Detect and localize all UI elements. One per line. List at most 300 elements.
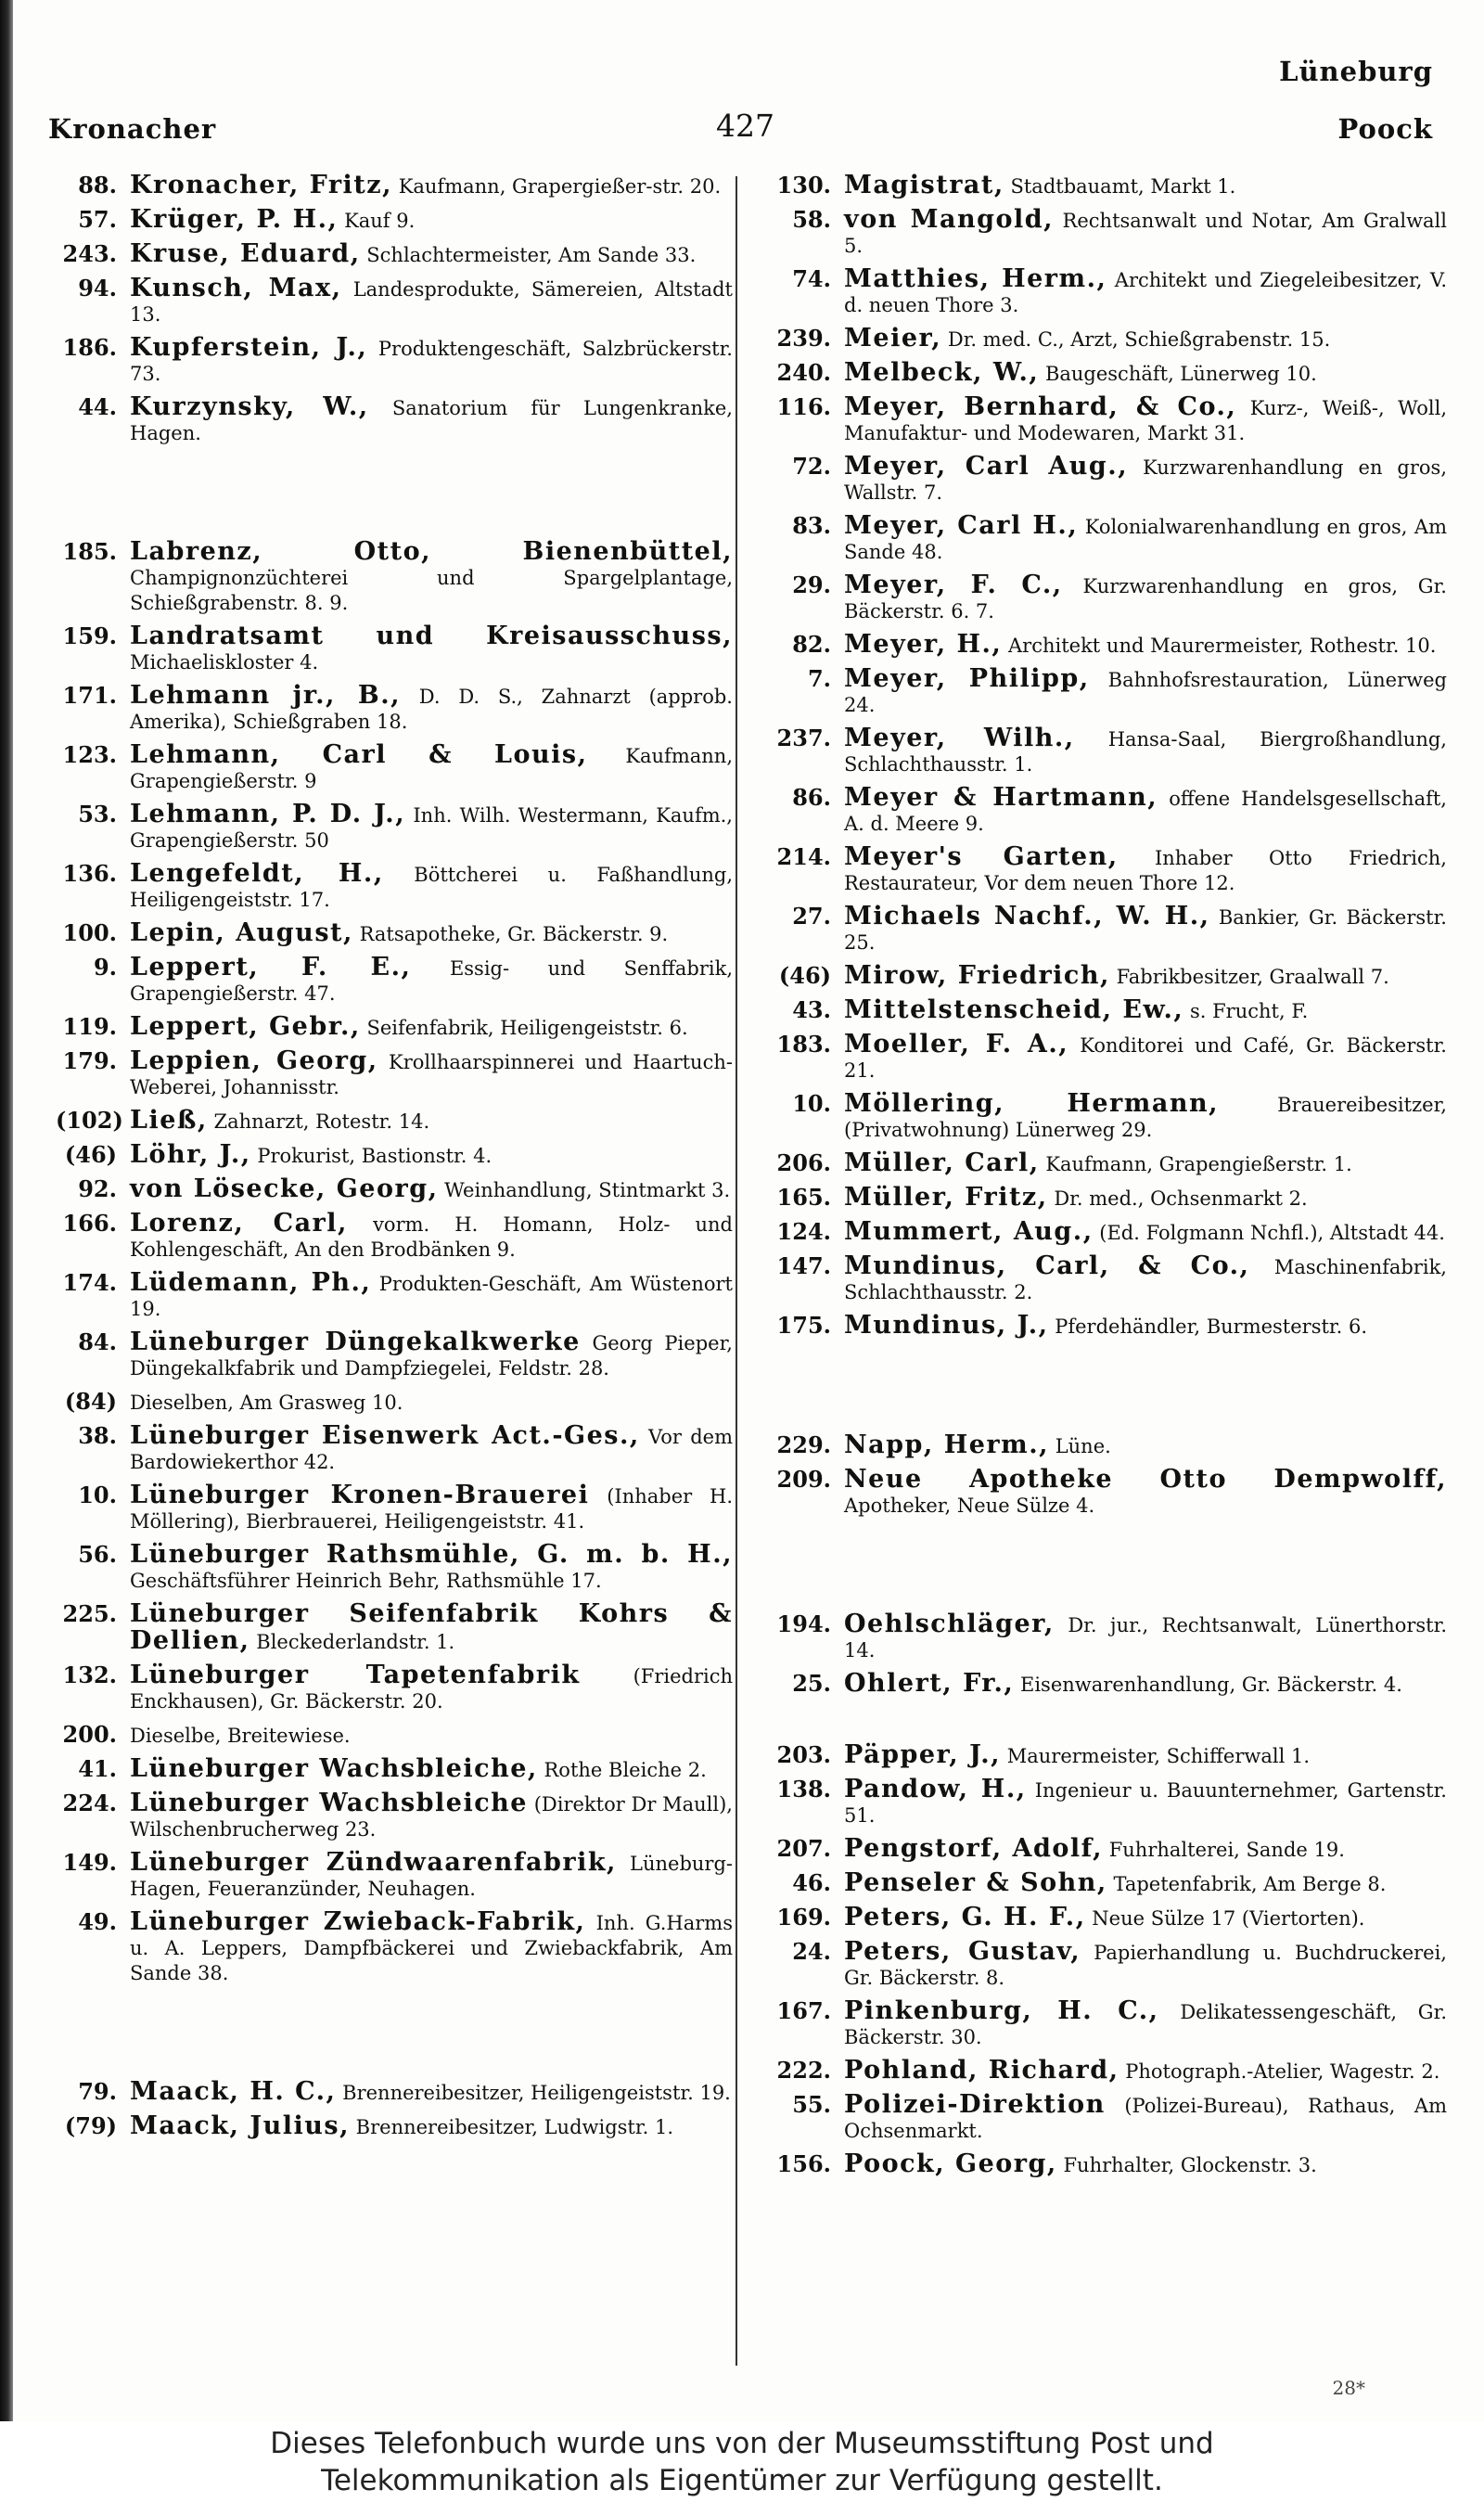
entry-number: (79) (64, 2112, 117, 2139)
entry-body (844, 632, 1447, 659)
entry-detail: D. D. S., Zahnarzt (approb. Amerika), Schießgraben 18. (130, 686, 733, 733)
entry-name: Ließ, (130, 1106, 208, 1135)
directory-entry (749, 1253, 1447, 1305)
entry-detail: Kauf 9. (344, 210, 416, 232)
entry-body (130, 276, 733, 327)
entry-number: (84) (64, 1388, 117, 1415)
entry-body (130, 1108, 733, 1135)
entry-detail: Bankier, Gr. Bäckerstr. 25. (844, 906, 1447, 954)
entry-number: 237. (776, 725, 831, 751)
entry-number: 174. (62, 1269, 117, 1296)
directory-entry (749, 1185, 1447, 1212)
entry-detail: Maurermeister, Schifferwall 1. (1006, 1745, 1310, 1767)
entry-name: Lepin, August, (130, 918, 353, 947)
entry-body (844, 513, 1447, 565)
entry-detail: Architekt und Maurermeister, Rothestr. 10. (1008, 635, 1437, 657)
entry-body (130, 539, 733, 616)
entry-name: Ohlert, Fr., (844, 1669, 1015, 1698)
directory-entry (749, 326, 1447, 353)
entry-name: Lüneburger Wachsbleiche (130, 1789, 528, 1817)
entry-body (130, 1270, 733, 1322)
entry-name: Lüneburger Wachsbleiche, (130, 1754, 538, 1783)
entry-body (844, 963, 1447, 990)
entry-name: Pohland, Richard, (844, 2056, 1119, 2085)
entry-name: Maack, H. C., (130, 2077, 337, 2106)
entry-body (844, 1939, 1447, 1991)
entry-name: Matthies, Herm., (844, 264, 1107, 293)
entry-name: Meyer, Bernhard, & Co., (844, 392, 1237, 421)
directory-entry (56, 1270, 733, 1322)
entry-detail: Kurzwarenhandlung en gros, Wallstr. 7. (844, 456, 1447, 504)
entry-body (130, 1542, 733, 1594)
entry-detail: Lüne. (1055, 1435, 1111, 1457)
directory-entry (56, 861, 733, 913)
directory-entry (749, 1313, 1447, 1340)
entry-name: Lorenz, Carl, (130, 1209, 348, 1238)
entry-detail: Inhaber Otto Friedrich, Restaurateur, Vor dem neuen Thore 12. (844, 847, 1447, 894)
entry-body (844, 173, 1447, 199)
entry-name: Lüneburger Seifenfabrik Kohrs & Dellien, (130, 1599, 733, 1655)
entry-detail: Kaufmann, Grapengießerstr. 1. (1045, 1153, 1352, 1175)
entry-detail: Bahnhofsrestauration, Lünerweg 24. (844, 669, 1447, 716)
entry-detail: Brauereibesitzer, (Privatwohnung) Lünerweg 29. (844, 1094, 1447, 1141)
directory-entry (56, 920, 733, 947)
entry-number: 83. (792, 512, 831, 539)
entry-detail: Inh. G.Harms u. A. Leppers, Dampfbäckerei und Zwiebackfabrik, Am Sande 38. (130, 1912, 733, 1984)
entry-body (130, 1329, 733, 1381)
entry-name: von Lösecke, Georg, (130, 1174, 439, 1203)
entry-detail: Stadtbauamt, Markt 1. (1010, 175, 1236, 198)
entry-number: 239. (776, 325, 831, 352)
entry-detail: offene Handelsgesellschaft, A. d. Meere 9. (844, 788, 1447, 835)
entry-number: 74. (792, 265, 831, 292)
entry-name: Peters, G. H. F., (844, 1903, 1086, 1931)
entry-name: Meyer's Garten, (844, 842, 1119, 871)
directory-entry (56, 1423, 733, 1475)
entry-number: 24. (792, 1938, 831, 1965)
directory-entry (749, 572, 1447, 624)
entry-detail: Hansa-Saal, Biergroßhandlung, Schlachthausstr. 1. (844, 728, 1447, 776)
directory-entry (749, 1219, 1447, 1246)
entry-number: 243. (62, 240, 117, 267)
entry-body (844, 1611, 1447, 1663)
entry-number: 79. (78, 2078, 117, 2105)
directory-entry (749, 207, 1447, 259)
entry-number: 132. (62, 1662, 117, 1688)
entry-number: 124. (776, 1218, 831, 1245)
entry-name: Lüneburger Düngekalkwerke (130, 1328, 581, 1356)
directory-entry (749, 2058, 1447, 2085)
entry-number: 206. (776, 1149, 831, 1176)
entry-number: 53. (78, 801, 117, 828)
entry-body (844, 2058, 1447, 2085)
entry-body (844, 326, 1447, 353)
entry-name: Kupferstein, J., (130, 333, 368, 362)
entry-number: 49. (78, 1908, 117, 1935)
entry-name: Penseler & Sohn, (844, 1868, 1107, 1897)
directory-entry (749, 1742, 1447, 1769)
entry-detail: Apotheker, Neue Sülze 4. (844, 1495, 1095, 1517)
entry-name: Möllering, Hermann, (844, 1089, 1219, 1118)
directory-entry (56, 1722, 733, 1749)
entry-detail: Dr. med. C., Arzt, Schießgrabenstr. 15. (947, 328, 1331, 351)
directory-entry (749, 1939, 1447, 1991)
entry-body (844, 394, 1447, 446)
entry-name: Landratsamt und Kreisausschuss, (130, 622, 733, 650)
entry-name: Mittelstenscheid, Ew., (844, 995, 1184, 1024)
entry-name: Labrenz, Otto, Bienenbüttel, (130, 537, 733, 566)
entry-body (130, 683, 733, 735)
entry-detail: Brennereibesitzer, Heiligengeiststr. 19. (342, 2082, 731, 2104)
directory-entry (56, 1662, 733, 1714)
entry-number: 222. (776, 2057, 831, 2084)
entry-detail: Sanatorium für Lungenkranke, Hagen. (130, 397, 733, 444)
entry-name: Leppert, Gebr., (130, 1012, 361, 1041)
entry-name: Lüneburger Zwieback-Fabrik, (130, 1907, 586, 1936)
directory-entry (56, 1909, 733, 1986)
entry-number: 29. (792, 571, 831, 598)
entry-name: Mirow, Friedrich, (844, 961, 1110, 990)
entry-detail: Vor dem Bardowiekerthor 42. (130, 1426, 733, 1473)
directory-entry (56, 1108, 733, 1135)
directory-entry (749, 173, 1447, 199)
entry-number: 194. (776, 1610, 831, 1637)
entry-name: Polizei-Direktion (844, 2090, 1106, 2119)
directory-entry (749, 1905, 1447, 1931)
entry-detail: Georg Pieper, Düngekalkfabrik und Dampfziegelei, Feldstr. 28. (130, 1332, 733, 1379)
entry-number: 57. (78, 206, 117, 233)
entry-body (844, 1219, 1447, 1246)
entry-number: 200. (62, 1721, 117, 1748)
entry-detail: Kolonialwarenhandlung en gros, Am Sande 48. (844, 516, 1447, 563)
entry-name: Moeller, F. A., (844, 1030, 1069, 1059)
entry-body (844, 1091, 1447, 1143)
footer-notice (0, 2421, 1484, 2502)
entry-body (844, 1836, 1447, 1863)
directory-entry (56, 1389, 733, 1416)
directory-entry (56, 1542, 733, 1594)
entry-name: Lüneburger Tapetenfabrik (130, 1661, 581, 1689)
entry-number: (46) (64, 1141, 117, 1168)
entry-name: Oehlschläger, (844, 1610, 1055, 1638)
entry-detail: Ratsapotheke, Gr. Bäckerstr. 9. (359, 923, 669, 945)
entry-detail: Dieselbe, Breitewiese. (130, 1725, 351, 1747)
entry-number: 86. (792, 784, 831, 811)
directory-entry (56, 802, 733, 853)
directory-entry (749, 666, 1447, 718)
entry-detail: Champignonzüchterei und Spargelplantage, Schießgrabenstr. 8. 9. (130, 567, 733, 614)
entry-detail: Bleckederlandstr. 1. (256, 1631, 455, 1653)
entry-number: 136. (62, 860, 117, 887)
entry-number: 147. (776, 1252, 831, 1279)
entry-body (130, 335, 733, 387)
entry-number: 44. (78, 393, 117, 420)
entry-body (844, 1467, 1447, 1519)
directory-entry (749, 266, 1447, 318)
directory-entry (749, 1467, 1447, 1519)
entry-name: Meyer & Hartmann, (844, 783, 1158, 812)
entry-name: Müller, Carl, (844, 1148, 1040, 1177)
signature-mark: 28* (1332, 2377, 1365, 2399)
entry-body (844, 1150, 1447, 1177)
entry-number: 10. (78, 1482, 117, 1508)
directory-entry (56, 1176, 733, 1203)
entry-name: Kruse, Eduard, (130, 239, 361, 268)
entry-body (130, 1048, 733, 1100)
section-gap (56, 454, 733, 539)
entry-body (130, 1662, 733, 1714)
entry-body (130, 1423, 733, 1475)
directory-entry (749, 785, 1447, 837)
entry-body (844, 844, 1447, 896)
directory-entry (749, 1836, 1447, 1863)
directory-entry (56, 394, 733, 446)
entry-body (130, 1014, 733, 1041)
entry-body (844, 2151, 1447, 2178)
entry-number: 46. (792, 1869, 831, 1896)
directory-entry (56, 2079, 733, 2106)
entry-number: 116. (776, 393, 831, 420)
left-column (56, 173, 733, 2148)
entry-number: 38. (78, 1422, 117, 1449)
entry-number: 185. (62, 538, 117, 565)
entry-body (844, 572, 1447, 624)
entry-number: 55. (792, 2091, 831, 2118)
entry-detail: Papierhandlung u. Buchdruckerei, Gr. Bäckerstr. 8. (844, 1942, 1447, 1989)
entry-body (844, 2092, 1447, 2144)
entry-body (130, 394, 733, 446)
entry-number: 27. (792, 903, 831, 930)
entry-body (844, 1032, 1447, 1084)
entry-body (844, 1185, 1447, 1212)
entry-body (844, 1777, 1447, 1828)
entry-detail: Kurzwarenhandlung en gros, Gr. Bäckerstr. 6. 7. (844, 575, 1447, 622)
entry-detail: Fuhrhalter, Glockenstr. 3. (1063, 2154, 1317, 2176)
entry-number: 229. (776, 1431, 831, 1458)
entry-number: 179. (62, 1047, 117, 1074)
entry-number: 41. (78, 1755, 117, 1782)
entry-number: 72. (792, 453, 831, 480)
entry-detail: Delikatessengeschäft, Gr. Bäckerstr. 30. (844, 2001, 1447, 2048)
entry-number: 183. (776, 1031, 831, 1058)
entry-body (844, 1870, 1447, 1897)
entry-name: Poock, Georg, (844, 2149, 1057, 2178)
entry-name: Neue Apotheke Otto Dempwolff, (844, 1465, 1447, 1494)
directory-entry (749, 2151, 1447, 2178)
entry-name: Maack, Julius, (130, 2111, 350, 2140)
footer-line-2: Telekommunikation als Eigentümer zur Verfügung gestellt. (321, 2464, 1163, 2497)
entry-name: Leppien, Georg, (130, 1046, 378, 1075)
entry-body (130, 1142, 733, 1169)
entry-detail: Landesprodukte, Sämereien, Altstadt 13. (130, 278, 733, 326)
directory-entry (749, 632, 1447, 659)
entry-detail: Eisenwarenhandlung, Gr. Bäckerstr. 4. (1020, 1674, 1402, 1696)
entry-name: Mundinus, Carl, & Co., (844, 1251, 1250, 1280)
entry-name: Meyer, Wilh., (844, 724, 1075, 752)
entry-number: 100. (62, 919, 117, 946)
entry-number: 138. (776, 1776, 831, 1803)
entry-number: 175. (776, 1312, 831, 1339)
entry-body (844, 904, 1447, 956)
entry-name: Päpper, J., (844, 1740, 1002, 1769)
entry-body (130, 1482, 733, 1534)
entry-name: Melbeck, W., (844, 358, 1040, 387)
entry-number: 240. (776, 359, 831, 386)
directory-entry (56, 1601, 733, 1655)
directory-entry (749, 963, 1447, 990)
directory-entry (749, 1432, 1447, 1459)
entry-body (844, 360, 1447, 387)
directory-entry (56, 173, 733, 199)
entry-number: 214. (776, 843, 831, 870)
entry-number: 165. (776, 1184, 831, 1211)
entry-detail: Kaufmann, Grapergießer-str. 20. (398, 175, 722, 198)
right-column (749, 173, 1447, 2186)
directory-entry (749, 1671, 1447, 1698)
entry-detail: Fuhrhalterei, Sande 19. (1108, 1839, 1345, 1861)
entry-number: 224. (62, 1790, 117, 1816)
entry-body (844, 785, 1447, 837)
directory-entry (749, 394, 1447, 446)
entry-number: 186. (62, 334, 117, 361)
entry-detail: Architekt und Ziegeleibesitzer, V. d. neuen Thore 3. (844, 269, 1447, 316)
entry-body (130, 1211, 733, 1263)
entry-name: Müller, Fritz, (844, 1183, 1048, 1212)
directory-entry (56, 1850, 733, 1902)
entry-detail: Dr. jur., Rechtsanwalt, Lünerthorstr. 14. (844, 1614, 1447, 1662)
entry-name: Mundinus, J., (844, 1311, 1049, 1340)
entry-detail: Maschinenfabrik, Schlachthausstr. 2. (844, 1256, 1447, 1303)
directory-entry (749, 904, 1447, 956)
entry-name: Peters, Gustav, (844, 1937, 1081, 1966)
entry-number: 159. (62, 622, 117, 649)
entry-detail: Böttcherei u. Faßhandlung, Heiligengeiststr. 17. (130, 864, 733, 911)
city-header: Lüneburg (1279, 56, 1433, 87)
entry-detail: Produktengeschäft, Salzbrückerstr. 73. (130, 338, 733, 385)
entry-name: Meyer, Philipp, (844, 664, 1090, 693)
entry-body (130, 207, 733, 234)
entry-body (130, 2079, 733, 2106)
entry-name: Kunsch, Max, (130, 274, 342, 302)
entry-name: Kronacher, Fritz, (130, 171, 393, 199)
directory-entry (749, 1091, 1447, 1143)
directory-entry (749, 360, 1447, 387)
entry-body (130, 742, 733, 794)
entry-name: Kurzynsky, W., (130, 392, 369, 421)
entry-detail: Rechtsanwalt und Notar, Am Gralwall 5. (844, 210, 1447, 257)
entry-number: (102) (56, 1107, 123, 1134)
entry-detail: Kaufmann, Grapengießerstr. 9 (130, 745, 733, 792)
entry-body (130, 623, 733, 675)
entry-name: Lüneburger Zündwaarenfabrik, (130, 1848, 617, 1877)
entry-detail: vorm. H. Homann, Holz- und Kohlengeschäft, An den Brodbänken 9. (130, 1213, 734, 1261)
entry-number: 203. (776, 1741, 831, 1768)
entry-detail: Brennereibesitzer, Ludwigstr. 1. (355, 2116, 673, 2138)
directory-entry (56, 276, 733, 327)
directory-entry (56, 539, 733, 616)
entry-name: Krüger, P. H., (130, 205, 339, 234)
directory-entry (56, 241, 733, 268)
entry-body (844, 997, 1447, 1024)
entry-body (130, 2113, 733, 2140)
entry-number: 209. (776, 1466, 831, 1493)
entry-body (130, 1722, 733, 1749)
entry-name: Lehmann, Carl & Louis, (130, 740, 588, 769)
section-gap (749, 1526, 1447, 1611)
entry-number: 123. (62, 741, 117, 768)
entry-detail: Dieselben, Am Grasweg 10. (130, 1392, 403, 1414)
entry-number: 84. (78, 1328, 117, 1355)
entry-body (844, 1253, 1447, 1305)
directory-entry (749, 1032, 1447, 1084)
entry-number: 207. (776, 1835, 831, 1862)
entry-body (130, 1790, 733, 1842)
entry-detail: Prokurist, Bastionstr. 4. (257, 1145, 493, 1167)
directory-entry (56, 742, 733, 794)
entry-number: 225. (62, 1600, 117, 1627)
entry-detail: Dr. med., Ochsenmarkt 2. (1054, 1187, 1308, 1210)
entry-detail: Tapetenfabrik, Am Berge 8. (1113, 1873, 1387, 1895)
entry-detail: Lüneburg-Hagen, Feueranzünder, Neuhagen. (130, 1853, 733, 1900)
entry-name: Lüneburger Eisenwerk Act.-Ges., (130, 1421, 640, 1450)
column-divider (736, 176, 737, 2366)
entry-body (844, 1432, 1447, 1459)
entry-body (844, 666, 1447, 718)
entry-detail: Zahnarzt, Rotestr. 14. (213, 1110, 430, 1133)
entry-detail: (Direktor Dr Maull), Wilschenbrucherweg 23. (130, 1793, 733, 1841)
entry-number: 56. (78, 1541, 117, 1568)
entry-body (130, 802, 733, 853)
left-keyword-header: Kronacher (48, 113, 217, 145)
entry-detail: Seifenfabrik, Heiligengeiststr. 6. (366, 1017, 688, 1039)
entry-detail: Geschäftsführer Heinrich Behr, Rathsmühle 17. (130, 1570, 602, 1592)
entry-name: Löhr, J., (130, 1140, 251, 1169)
entry-body (844, 1313, 1447, 1340)
entry-name: Leppert, F. E., (130, 953, 412, 982)
entry-body (130, 1756, 733, 1783)
entry-number: 119. (62, 1013, 117, 1040)
directory-entry (56, 1790, 733, 1842)
entry-number: 156. (776, 2150, 831, 2177)
entry-number: 58. (792, 206, 831, 233)
entry-body (130, 241, 733, 268)
entry-name: Michaels Nachf., W. H., (844, 902, 1210, 930)
entry-body (844, 454, 1447, 506)
entry-name: Meyer, F. C., (844, 571, 1063, 599)
entry-number: 167. (776, 1997, 831, 2024)
entry-detail: Neue Sülze 17 (Viertorten). (1092, 1907, 1365, 1930)
entry-detail: Schlachtermeister, Am Sande 33. (366, 244, 697, 266)
section-gap (749, 1705, 1447, 1742)
directory-entry (56, 683, 733, 735)
entry-number: 25. (792, 1670, 831, 1697)
entry-detail: Baugeschäft, Lünerweg 10. (1044, 363, 1317, 385)
entry-name: Lehmann jr., B., (130, 681, 402, 710)
directory-entry (749, 1611, 1447, 1663)
directory-entry (749, 997, 1447, 1024)
book-spine-shadow (0, 0, 13, 2421)
directory-entry (56, 335, 733, 387)
entry-detail: Michaeliskloster 4. (130, 651, 319, 674)
directory-entry (749, 454, 1447, 506)
entry-number: 169. (776, 1904, 831, 1931)
entry-number: 92. (78, 1175, 117, 1202)
entry-name: Napp, Herm., (844, 1431, 1050, 1459)
entry-name: Lüneburger Rathsmühle, G. m. b. H., (130, 1540, 733, 1569)
entry-number: 149. (62, 1849, 117, 1876)
entry-body (844, 207, 1447, 259)
directory-entry (749, 1870, 1447, 1897)
